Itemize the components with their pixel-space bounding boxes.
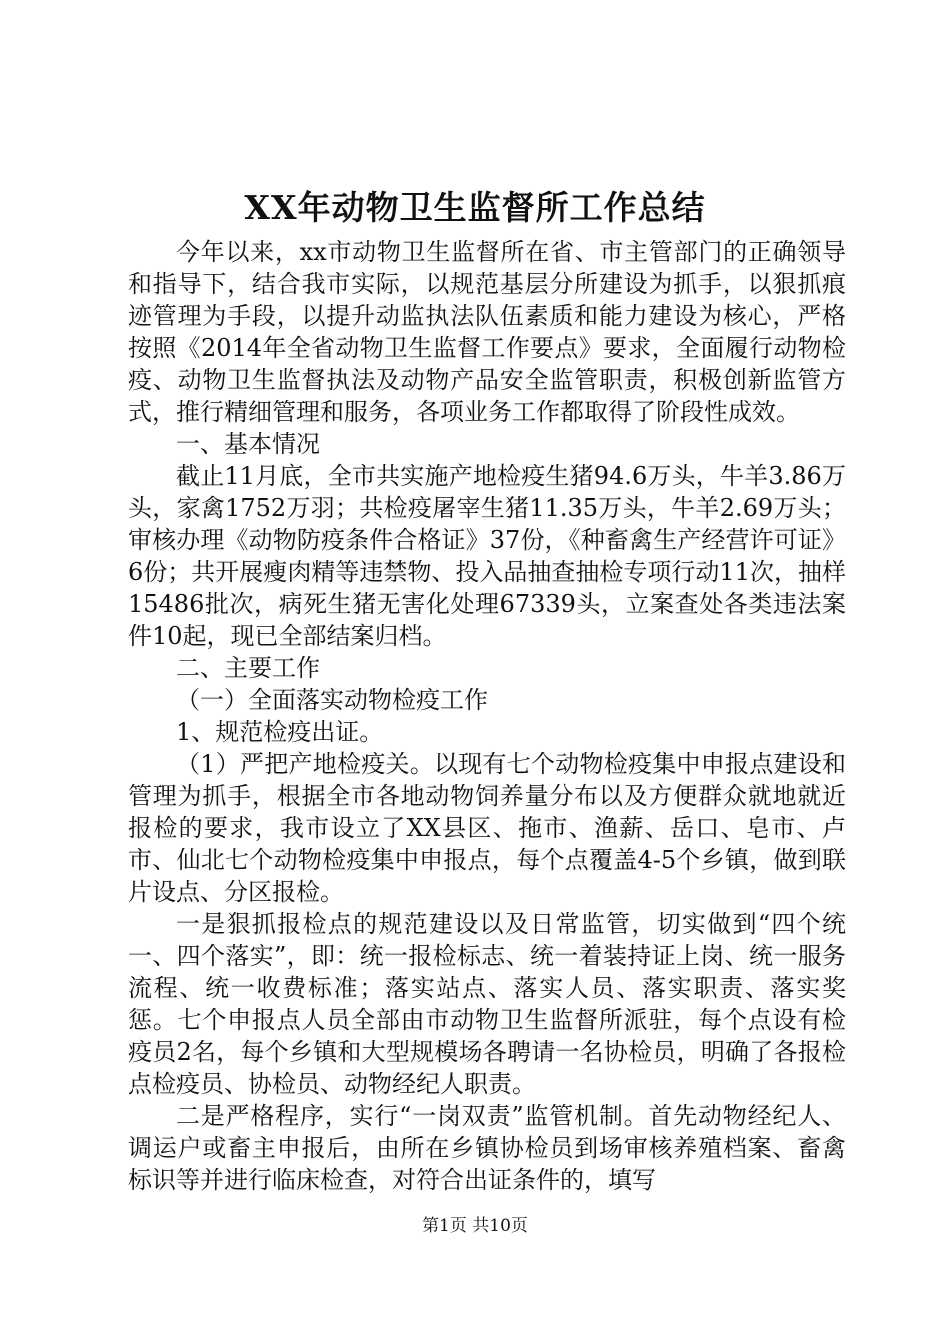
paragraph-point-one: 一是狠抓报检点的规范建设以及日常监管，切实做到“四个统一、四个落实”，即：统一报检标志、统一着装持证上岗、统一服务流程、统一收费标准；落实站点、落实人员、落实职责、落实奖惩。七个申报点人员全部由市动物卫生监督所派驻，每个点设有检疫员2名，每个乡镇和大型规模场各聘请一名协检员，明确了各报检点检疫员、协检员、动物经纪人职责。 — [128, 910, 846, 1098]
item-heading-certification: 1、规范检疫出证。 — [176, 718, 384, 746]
subsection-heading-quarantine: （一）全面落实动物检疫工作 — [176, 686, 488, 714]
paragraph-basic-stats: 截止11月底，全市共实施产地检疫生猪94.6万头，牛羊3.86万头，家禽1752万羽；共检疫屠宰生猪11.35万头，牛羊2.69万头；审核办理《动物防疫条件合格证》37份，《种畜禽生产经营许可证》6份；共开展瘦肉精等违禁物、投入品抽查抽检专项行动11次，抽样15486批次，病死生猪无害化处理67339头，立案查处各类违法案件10起，现已全部结案归档。 — [128, 462, 846, 650]
paragraph-intro: 今年以来，xx市动物卫生监督所在省、市主管部门的正确领导和指导下，结合我市实际，以规范基层分所建设为抓手，以狠抓痕迹管理为手段，以提升动监执法队伍素质和能力建设为核心，严格按照《2014年全省动物卫生监督工作要点》要求，全面履行动物检疫、动物卫生监督执法及动物产品安全监管职责，积极创新监管方式，推行精细管理和服务，各项业务工作都取得了阶段性成效。 — [128, 238, 846, 426]
paragraph-point-two: 二是严格程序，实行“一岗双责”监管机制。首先动物经纪人、调运户或畜主申报后，由所在乡镇协检员到场审核养殖档案、畜禽标识等并进行临床检查，对符合出证条件的，填写 — [128, 1102, 846, 1194]
document-body — [128, 236, 846, 1196]
section-heading-main-work: 二、主要工作 — [176, 654, 320, 682]
section-heading-basic: 一、基本情况 — [176, 430, 320, 458]
document-title: XX年动物卫生监督所工作总结 — [244, 188, 706, 227]
page-footer: 第1页 共10页 — [422, 1216, 528, 1236]
paragraph-origin-quarantine: （1）严把产地检疫关。以现有七个动物检疫集中申报点建设和管理为抓手，根据全市各地动物饲养量分布以及方便群众就地就近报检的要求，我市设立了XX县区、拖市、渔薪、岳口、皂市、卢市、仙北七个动物检疫集中申报点，每个点覆盖4-5个乡镇，做到联片设点、分区报检。 — [128, 750, 846, 906]
